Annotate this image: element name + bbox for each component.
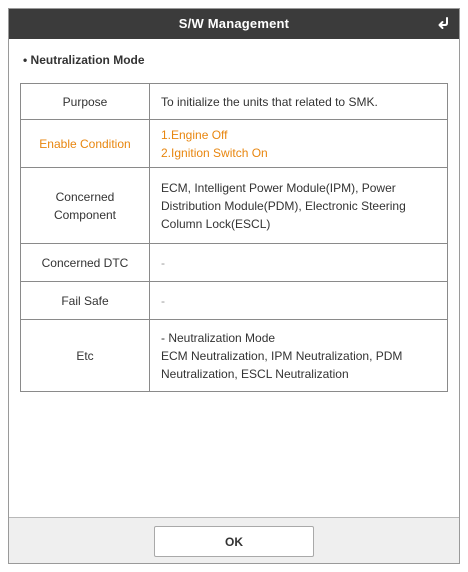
row-label: Concerned Component (21, 168, 150, 244)
table-row (21, 168, 448, 244)
table-row (21, 282, 448, 320)
dialog-footer (9, 517, 459, 563)
back-button[interactable] (429, 9, 459, 39)
row-value: - (150, 282, 448, 320)
table-row (21, 84, 448, 120)
ok-button[interactable]: OK (154, 526, 314, 557)
table-row (21, 244, 448, 282)
row-label: Fail Safe (21, 282, 150, 320)
info-table (20, 83, 448, 392)
row-label: Purpose (21, 84, 150, 120)
row-value: 1.Engine Off 2.Ignition Switch On (150, 120, 448, 168)
row-value: To initialize the units that related to SMK. (150, 84, 448, 120)
return-arrow-icon (436, 16, 452, 32)
title-bar (9, 9, 459, 39)
row-label: Enable Condition (21, 120, 150, 168)
row-value: - Neutralization Mode ECM Neutralization, IPM Neutralization, PDM Neutralization, ESCL Neutralization (150, 320, 448, 392)
dialog-title: S/W Management (178, 16, 290, 31)
sw-management-dialog (8, 8, 460, 564)
table-row (21, 120, 448, 168)
row-value: - (150, 244, 448, 282)
table-row (21, 320, 448, 392)
row-value: ECM, Intelligent Power Module(IPM), Power Distribution Module(PDM), Electronic Steering Column Lock(ESCL) (150, 168, 448, 244)
row-label: Concerned DTC (21, 244, 150, 282)
section-title: • Neutralization Mode (23, 53, 145, 67)
row-label: Etc (21, 320, 150, 392)
